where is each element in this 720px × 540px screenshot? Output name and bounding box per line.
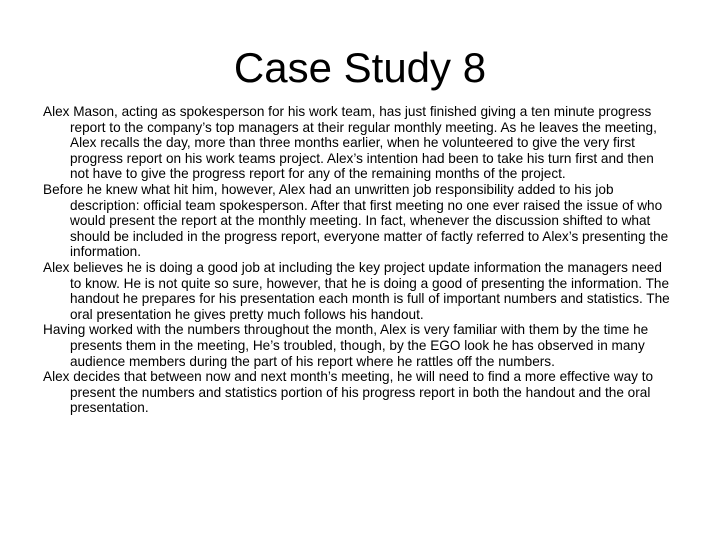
- paragraph-5: Alex decides that between now and next month’s meeting, he will need to find a more effective way to present the numbers and statistics portion of his progress report in both the handout and the oral presentation.: [43, 369, 654, 416]
- paragraph-1: Alex Mason, acting as spokesperson for his work team, has just finished giving a ten minute progress report to the company’s top managers at their regular monthly meeting. As he leaves the meeting, Alex recalls the day, more than three months earlier, when he volunteered to give the very first progress report on his work teams project. Alex’s intention had been to take his turn first and then not have to give the progress report for any of the remaining months of the project.: [43, 104, 657, 182]
- paragraph-2: Before he knew what hit him, however, Alex had an unwritten job responsibility added to his job description: official team spokesperson. After that first meeting no one ever raised the issue of who would present the report at the monthly meeting. In fact, whenever the discussion shifted to what should be included in the progress report, everyone matter of factly referred to Alex’s presenting the information.: [43, 181, 669, 260]
- slide-body: [43, 104, 675, 416]
- paragraph-3: Alex believes he is doing a good job at including the key project update information the managers need to know. He is not quite so sure, however, that he is doing a good of presenting the information. The handout he prepares for his presentation each month is full of important numbers and statistics. The oral presentation he gives pretty much follows his handout.: [43, 259, 670, 322]
- paragraph-4: Having worked with the numbers throughout the month, Alex is very familiar with them by the time he presents them in the meeting, He’s troubled, though, by the EGO look he has observed in many audience members during the part of his report where he rattles off the numbers.: [43, 322, 649, 369]
- slide-title: Case Study 8: [233, 44, 487, 91]
